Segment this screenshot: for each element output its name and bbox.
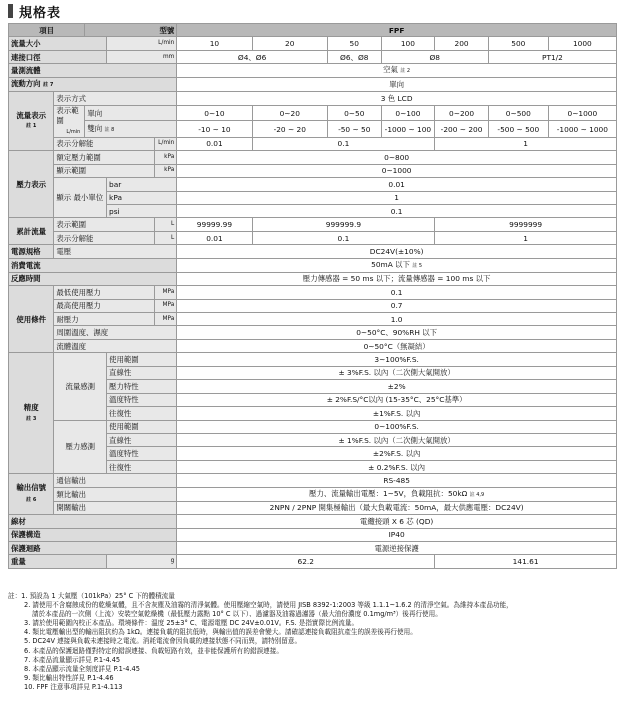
pressure-unit-name: psi xyxy=(107,204,177,217)
direction-value: 單向 xyxy=(177,78,617,92)
usage-item-value: 1.0 xyxy=(177,313,617,326)
display-bi-cell: -20 ~ 20 xyxy=(252,121,327,137)
display-uni-row xyxy=(9,105,617,121)
port-label: 連接口徑 xyxy=(9,50,107,63)
accuracy-press-label: 壓力感測 xyxy=(54,420,107,474)
wire-row xyxy=(9,515,617,528)
cumulative-range-unit: L xyxy=(154,218,177,231)
display-bi-cell: -50 ~ 50 xyxy=(327,121,381,137)
pressure-unit-value: 1 xyxy=(177,191,617,204)
header-item: 項目 xyxy=(9,24,85,37)
footnote: 6. 本產品的保護迴路僅對特定的錯誤連接、負載短路有效，並非能保護所有的錯誤連接。 xyxy=(24,646,283,655)
pressure-unit-name: bar xyxy=(107,178,177,191)
usage-item-label: 最高使用壓力 xyxy=(54,299,154,312)
pressure-unit-row xyxy=(9,178,617,191)
accuracy-item-label: 溫度特性 xyxy=(107,393,177,406)
pressure-rated-unit: kPa xyxy=(154,151,177,164)
footnote: 5. DC24V 連接與負載未連接時之電流。消耗電流會因負載的連接狀態不同而異，請特別留意。 xyxy=(24,637,302,646)
output-item-label: 類比輸出 xyxy=(54,487,177,501)
usage-row xyxy=(9,326,617,339)
usage-item-value: 0~50°C（無凝結） xyxy=(177,339,617,352)
display-bi-cell: -1000 ~ 100 xyxy=(381,121,435,137)
accuracy-item-value: ±2% xyxy=(177,380,617,393)
section-title xyxy=(8,2,61,20)
fluid-row xyxy=(9,64,617,78)
accuracy-item-value: ± 3%F.S. 以內（二次側大氣開放） xyxy=(177,366,617,379)
flow-range-cell: 500 xyxy=(488,37,548,50)
usage-row xyxy=(9,339,617,352)
accuracy-item-label: 壓力特性 xyxy=(107,380,177,393)
flow-range-unit: L/min xyxy=(107,37,177,50)
accuracy-item-value: ±1%F.S. 以內 xyxy=(177,407,617,420)
header-model-name: FPF xyxy=(177,24,617,37)
cumulative-range-cell: 99999.99 xyxy=(177,218,252,231)
usage-item-value: 0~50°C、90%RH 以下 xyxy=(177,326,617,339)
footnote: 4. 類比電壓輸出型的輸出阻抗約為 1kΩ。連接負載的阻抗低時，與輸出值的誤差會變大。請確認連接負載阻抗產生的誤差後再行使用。 xyxy=(24,628,417,637)
display-range-label: 表示範圍 L/min xyxy=(54,105,85,137)
fluid-label: 量測流體 xyxy=(9,64,177,78)
output-label: 輸出信號 註 6 xyxy=(9,474,54,515)
accuracy-item-value: ± 1%F.S. 以內（二次側大氣開放） xyxy=(177,433,617,446)
pressure-rated-label: 額定壓力範圍 xyxy=(54,151,154,164)
title-marker xyxy=(8,4,13,18)
port-value: Ø4、Ø6 xyxy=(177,50,328,63)
usage-item-unit: MPa xyxy=(154,313,177,326)
weight-label: 重量 xyxy=(9,555,107,568)
cumulative-res-cell: 1 xyxy=(435,231,617,244)
cumulative-res-unit: L xyxy=(154,231,177,244)
cumulative-range-cell: 999999.9 xyxy=(252,218,435,231)
display-bi-cell: -10 ~ 10 xyxy=(177,121,252,137)
output-item-value: RS-485 xyxy=(177,474,617,487)
flow-range-label: 流量大小 xyxy=(9,37,107,50)
display-method-value: 3 色 LCD xyxy=(177,92,617,105)
response-value: 壓力傳感器 = 50 ms 以下；流量傳感器 = 100 ms 以下 xyxy=(177,272,617,285)
accuracy-row xyxy=(9,353,617,366)
port-row xyxy=(9,50,617,63)
power-label: 電源規格 xyxy=(9,245,54,258)
accuracy-item-label: 溫度特性 xyxy=(107,447,177,460)
flow-range-cell: 1000 xyxy=(548,37,616,50)
output-row xyxy=(9,487,617,501)
spec-table xyxy=(8,23,617,569)
protection-value: IP40 xyxy=(177,528,617,541)
cumulative-range-row xyxy=(9,218,617,231)
response-label: 反應時間 xyxy=(9,272,177,285)
display-res-cell: 0.01 xyxy=(177,137,252,150)
power-value: DC24V(±10%) xyxy=(177,245,617,258)
circuit-row xyxy=(9,542,617,555)
display-bi-row xyxy=(9,121,617,137)
page-title: 規格表 xyxy=(19,5,62,21)
circuit-label: 保護迴路 xyxy=(9,542,177,555)
fluid-value: 空氣 註 2 xyxy=(177,64,617,78)
display-uni-cell: 0~10 xyxy=(177,105,252,121)
usage-row xyxy=(9,313,617,326)
weight-value: 62.2 xyxy=(177,555,435,568)
pressure-range-unit: kPa xyxy=(154,164,177,177)
footnote: 10. FPF 注意事項詳見 P.1-4.113 xyxy=(24,682,123,691)
display-uni-label: 單向 xyxy=(85,105,177,121)
display-uni-cell: 0~500 xyxy=(488,105,548,121)
port-unit: mm xyxy=(107,50,177,63)
display-uni-cell: 0~200 xyxy=(435,105,489,121)
cumulative-range-cell: 9999999 xyxy=(435,218,617,231)
usage-item-unit: MPa xyxy=(154,299,177,312)
display-res-cell: 1 xyxy=(435,137,617,150)
flow-range-cell: 200 xyxy=(435,37,489,50)
cumulative-res-label: 表示分解能 xyxy=(54,231,154,244)
accuracy-item-value: 3~100%F.S. xyxy=(177,353,617,366)
accuracy-item-label: 直線性 xyxy=(107,366,177,379)
accuracy-label: 精度 註 3 xyxy=(9,353,54,474)
power-row xyxy=(9,245,617,258)
usage-row xyxy=(9,286,617,299)
display-bi-cell: -500 ~ 500 xyxy=(488,121,548,137)
display-method-label: 表示方式 xyxy=(54,92,177,105)
display-uni-cell: 0~1000 xyxy=(548,105,616,121)
pressure-rated-value: 0~800 xyxy=(177,151,617,164)
flow-display-label: 流量表示 註 1 xyxy=(9,92,54,151)
display-res-row xyxy=(9,137,617,150)
protection-row xyxy=(9,528,617,541)
accuracy-item-value: 0~100%F.S. xyxy=(177,420,617,433)
flow-range-cell: 100 xyxy=(381,37,435,50)
footnote: 2. 請使用不含腐蝕成份的乾燥氣體，且不含灰塵及油霧的清淨氣體。使用壓縮空氣時，請使用 JISB 8392-1:2003 等級 1.1.1~1.6.2 的清淨空氣。為維持本產品功能， xyxy=(24,601,513,610)
accuracy-item-label: 使用範圍 xyxy=(107,353,177,366)
cumulative-res-row xyxy=(9,231,617,244)
wire-value: 電纜接頭 X 6 芯 (QD) xyxy=(177,515,617,528)
footnote: 註：1. 預設為 1 大氣壓（101kPa）25° C 下的體積流量 xyxy=(8,592,175,600)
flow-range-row xyxy=(9,37,617,50)
display-method-row xyxy=(9,92,617,105)
port-value: PT1/2 xyxy=(488,50,616,63)
display-bi-cell: -200 ~ 200 xyxy=(435,121,489,137)
display-bi-cell: -1000 ~ 1000 xyxy=(548,121,616,137)
accuracy-item-label: 往復性 xyxy=(107,460,177,473)
footnote: 8. 本產品顯示流量全刻度詳見 P.1-4.45 xyxy=(24,664,140,673)
circuit-value: 電源逆接保護 xyxy=(177,542,617,555)
display-bi-label: 雙向 註 8 xyxy=(85,121,177,137)
cumulative-range-label: 表示範圍 xyxy=(54,218,154,231)
footnote: 7. 本產品流量顯示詳見 P.1-4.45 xyxy=(24,655,121,664)
pressure-range-row xyxy=(9,164,617,177)
output-item-value: 壓力、流量輸出電壓：1~5V，負載阻抗：50kΩ 註 4,9 xyxy=(177,487,617,501)
pressure-rated-row xyxy=(9,151,617,164)
usage-item-label: 耐壓力 xyxy=(54,313,154,326)
response-row xyxy=(9,272,617,285)
accuracy-item-value: ±2%F.S. 以內 xyxy=(177,447,617,460)
current-value: 50mA 以下 註 5 xyxy=(177,258,617,272)
accuracy-item-value: ± 0.2%F.S. 以內 xyxy=(177,460,617,473)
pressure-unit-name: kPa xyxy=(107,191,177,204)
weight-row xyxy=(9,555,617,568)
footnote: 9. 類比輸出特性詳見 P.1-4.46 xyxy=(24,673,114,682)
usage-item-label: 最低使用壓力 xyxy=(54,286,154,299)
footnote: 3. 請於使用範圍內校正本產品。環境條件：溫度 25±3° C、電源電壓 DC 24V±0.01V。F.S. 是指實際比例流量。 xyxy=(24,619,359,628)
power-sub: 電壓 xyxy=(54,245,177,258)
display-res-label: 表示分解能 xyxy=(54,137,154,150)
protection-label: 保護構造 xyxy=(9,528,177,541)
usage-item-label: 周圍溫度、濕度 xyxy=(54,326,177,339)
usage-item-label: 流體溫度 xyxy=(54,339,177,352)
pressure-unit-value: 0.01 xyxy=(177,178,617,191)
pressure-min-label: 顯示 最小單位 xyxy=(54,178,107,218)
cumulative-label: 累計流量 xyxy=(9,218,54,245)
header-row xyxy=(9,24,617,37)
display-res-unit: L/min xyxy=(154,137,177,150)
direction-label: 流動方向 註 7 xyxy=(9,78,177,92)
flow-range-cell: 20 xyxy=(252,37,327,50)
output-row xyxy=(9,474,617,487)
usage-item-unit: MPa xyxy=(154,286,177,299)
accuracy-row xyxy=(9,420,617,433)
header-model: 型號 xyxy=(85,24,177,37)
direction-row xyxy=(9,78,617,92)
accuracy-flow-label: 流量感測 xyxy=(54,353,107,420)
current-row xyxy=(9,258,617,272)
flow-range-cell: 50 xyxy=(327,37,381,50)
footnote: 請於本產品的一次側（上流）安裝空氣乾燥機（最低壓力露點 10° C 以下）、過濾器及油霧過濾器（最大油份濃度 0.1mg/m³）後再行使用。 xyxy=(32,610,442,619)
current-label: 消費電流 xyxy=(9,258,177,272)
pressure-range-value: 0~1000 xyxy=(177,164,617,177)
usage-row xyxy=(9,299,617,312)
flow-range-cell: 10 xyxy=(177,37,252,50)
display-uni-cell: 0~20 xyxy=(252,105,327,121)
port-value: Ø6、Ø8 xyxy=(327,50,381,63)
weight-unit: g xyxy=(107,555,177,568)
cumulative-res-cell: 0.01 xyxy=(177,231,252,244)
display-res-cell: 0.1 xyxy=(252,137,435,150)
accuracy-item-label: 直線性 xyxy=(107,433,177,446)
cumulative-res-cell: 0.1 xyxy=(252,231,435,244)
output-item-label: 通信輸出 xyxy=(54,474,177,487)
display-uni-cell: 0~100 xyxy=(381,105,435,121)
display-uni-cell: 0~50 xyxy=(327,105,381,121)
output-row xyxy=(9,501,617,514)
usage-item-value: 0.7 xyxy=(177,299,617,312)
port-value: Ø8 xyxy=(381,50,488,63)
accuracy-item-label: 往復性 xyxy=(107,407,177,420)
pressure-display-label: 壓力表示 xyxy=(9,151,54,218)
usage-item-value: 0.1 xyxy=(177,286,617,299)
accuracy-item-value: ± 2%F.S/°C以內 (15-35°C、25°C基準） xyxy=(177,393,617,406)
accuracy-item-label: 使用範圍 xyxy=(107,420,177,433)
footnotes xyxy=(8,592,618,692)
weight-value: 141.61 xyxy=(435,555,617,568)
pressure-range-label: 顯示範圍 xyxy=(54,164,154,177)
wire-label: 線材 xyxy=(9,515,177,528)
output-item-value: 2NPN / 2PNP 開集極輸出（最大負載電流：50mA，最大供應電壓：DC24V) xyxy=(177,501,617,514)
usage-label: 使用條件 xyxy=(9,286,54,353)
pressure-unit-value: 0.1 xyxy=(177,204,617,217)
output-item-label: 開關輸出 xyxy=(54,501,177,514)
